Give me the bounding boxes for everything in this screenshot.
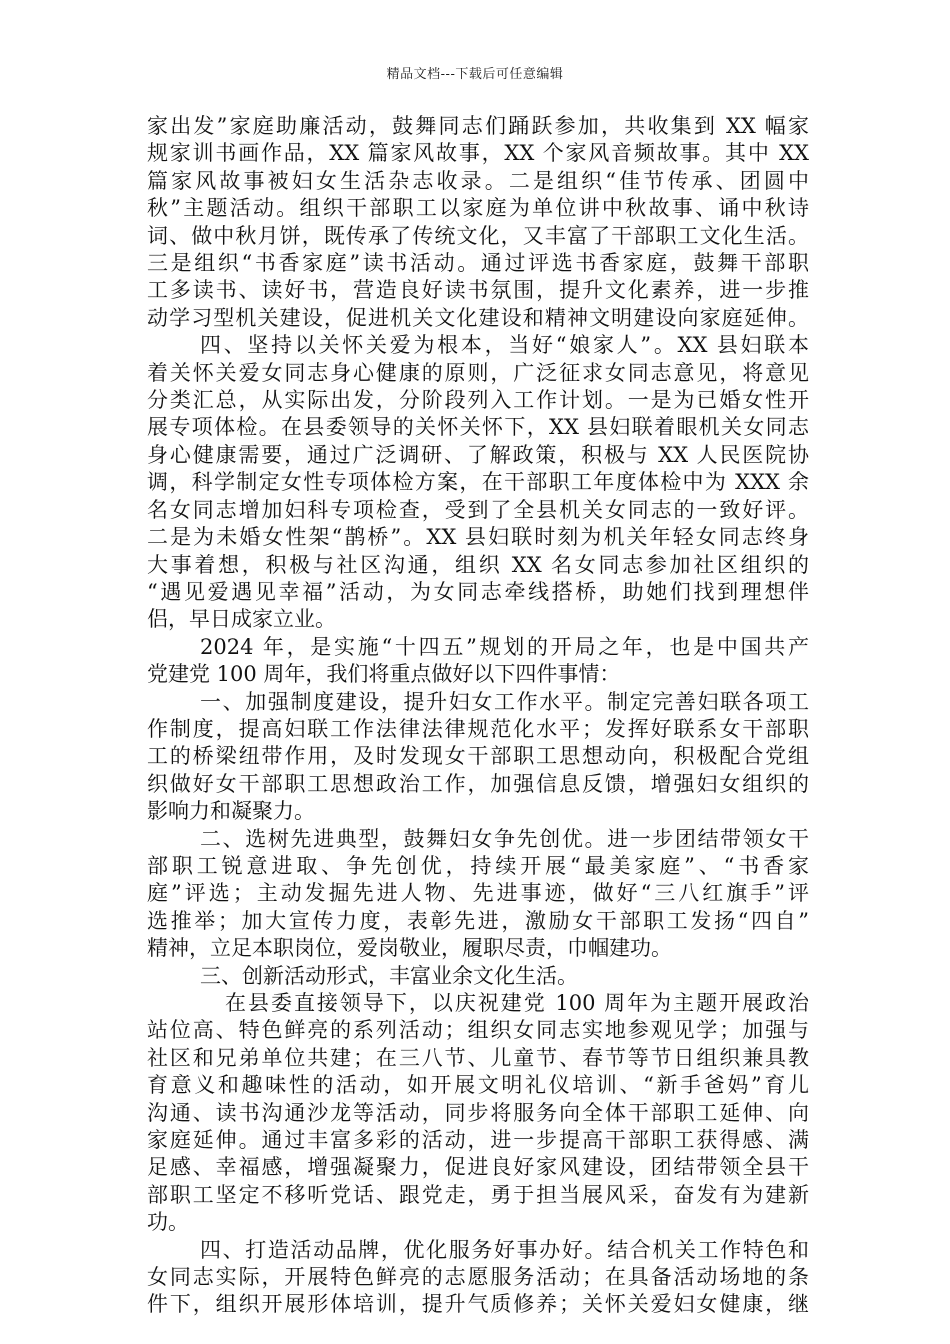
text-line: 规家训书画作品，XX 篇家风故事，XX 个家风音频故事。其中 XX [147, 141, 809, 166]
text-line: 选推举；加大宣传力度，表彰先进，激励女干部职工发扬“四自” [147, 908, 809, 933]
text-line: 育意义和趣味性的活动，如开展文明礼仪培训、“新手爸妈”育儿 [147, 1073, 809, 1098]
text-line: 家庭延伸。通过丰富多彩的活动，进一步提高干部职工获得感、满 [147, 1128, 809, 1153]
text-line: 社区和兄弟单位共建；在三八节、儿童节、春节等节日组织兼具教 [147, 1045, 809, 1070]
text-line: 四、坚持以关怀关爱为根本，当好“娘家人”。XX 县妇联本 [200, 333, 809, 358]
text-line: 着关怀关爱女同志身心健康的原则，广泛征求女同志意见，将意见 [147, 360, 809, 385]
text-line: 工的桥梁纽带作用，及时发现女干部职工思想动向，积极配合党组 [147, 744, 809, 769]
text-line: 展专项体检。在县委领导的关怀关怀下，XX 县妇联着眼机关女同志 [147, 415, 809, 440]
text-line: 精神，立足本职岗位，爱岗敬业，履职尽责，巾帼建功。 [147, 936, 672, 961]
text-line: 身心健康需要，通过广泛调研、了解政策，积极与 XX 人民医院协 [147, 442, 809, 467]
page-header: 精品文档---下载后可任意编辑 [386, 67, 564, 82]
text-line: 站位高、特色鲜亮的系列活动；组织女同志实地参观见学；加强与 [147, 1018, 809, 1043]
text-line: 工多读书、读好书，营造良好读书氛围，提升文化素养，进一步推 [147, 278, 809, 303]
text-line: 二是为未婚女性架“鹊桥”。XX 县妇联时刻为机关年轻女同志终身 [147, 525, 809, 550]
text-line: 功。 [147, 1210, 189, 1235]
text-line: 作制度，提高妇联工作法律法律规范化水平；发挥好联系女干部职 [147, 716, 809, 741]
text-line: 影响力和凝聚力。 [147, 799, 315, 824]
text-line: 分类汇总，从实际出发，分阶段列入工作计划。一是为已婚女性开 [147, 388, 809, 413]
text-line: 织做好女干部职工思想政治工作，加强信息反馈，增强妇女组织的 [147, 771, 809, 796]
text-line: 大事着想，积极与社区沟通，组织 XX 名女同志参加社区组织的 [147, 552, 809, 577]
text-line: 党建党 100 周年，我们将重点做好以下四件事情： [147, 662, 621, 687]
text-line: 沟通、读书沟通沙龙等活动，同步将服务向全体干部职工延伸、向 [147, 1100, 809, 1125]
text-line: 秋”主题活动。组织干部职工以家庭为单位讲中秋故事、诵中秋诗 [147, 196, 809, 221]
text-line: 家出发”家庭助廉活动，鼓舞同志们踊跃参加，共收集到 XX 幅家 [147, 114, 809, 138]
text-line: 名女同志增加妇科专项检查，受到了全县机关女同志的一致好评。 [147, 497, 809, 522]
text-line: 女同志实际，开展特色鲜亮的志愿服务活动；在具备活动场地的条 [147, 1265, 809, 1290]
text-line: 侣，早日成家立业。 [147, 607, 336, 632]
text-line: 四、打造活动品牌，优化服务好事办好。结合机关工作特色和 [200, 1237, 809, 1262]
text-line: 2024 年，是实施“十四五”规划的开局之年，也是中国共产 [200, 634, 809, 659]
text-line: 词、做中秋月饼，既传承了传统文化，又丰富了干部职工文化生活。 [147, 223, 809, 248]
text-line: 篇家风故事被妇女生活杂志收录。二是组织“佳节传承、团圆中 [147, 168, 809, 193]
text-line: 一、加强制度建设，提升妇女工作水平。制定完善妇联各项工 [200, 689, 809, 714]
document-body [147, 113, 809, 1319]
text-line: “遇见爱遇见幸福”活动，为女同志牵线搭桥，助她们找到理想伴 [147, 579, 809, 604]
text-line: 调，科学制定女性专项体检方案，在干部职工年度体检中为 XXX 余 [147, 470, 809, 495]
text-line: 二、选树先进典型，鼓舞妇女争先创优。进一步团结带领女干 [200, 826, 809, 851]
text-line: 部职工锐意进取、争先创优，持续开展“最美家庭”、“书香家 [147, 853, 809, 878]
text-line: 动学习型机关建设，促进机关文化建设和精神文明建设向家庭延伸。 [147, 305, 809, 330]
text-line: 在县委直接领导下，以庆祝建党 100 周年为主题开展政治 [225, 991, 809, 1015]
text-line: 部职工坚定不移听党话、跟党走，勇于担当展风采，奋发有为建新 [147, 1182, 809, 1207]
text-line: 足感、幸福感，增强凝聚力，促进良好家风建设，团结带领全县干 [147, 1155, 809, 1180]
text-line: 三、创新活动形式，丰富业余文化生活。 [200, 963, 578, 988]
text-line: 三是组织“书香家庭”读书活动。通过评选书香家庭，鼓舞干部职 [147, 251, 809, 276]
text-line: 件下，组织开展形体培训，提升气质修养；关怀关爱妇女健康，继 [147, 1292, 809, 1317]
text-line: 庭”评选；主动发掘先进人物、先进事迹，做好“三八红旗手”评 [147, 881, 809, 906]
